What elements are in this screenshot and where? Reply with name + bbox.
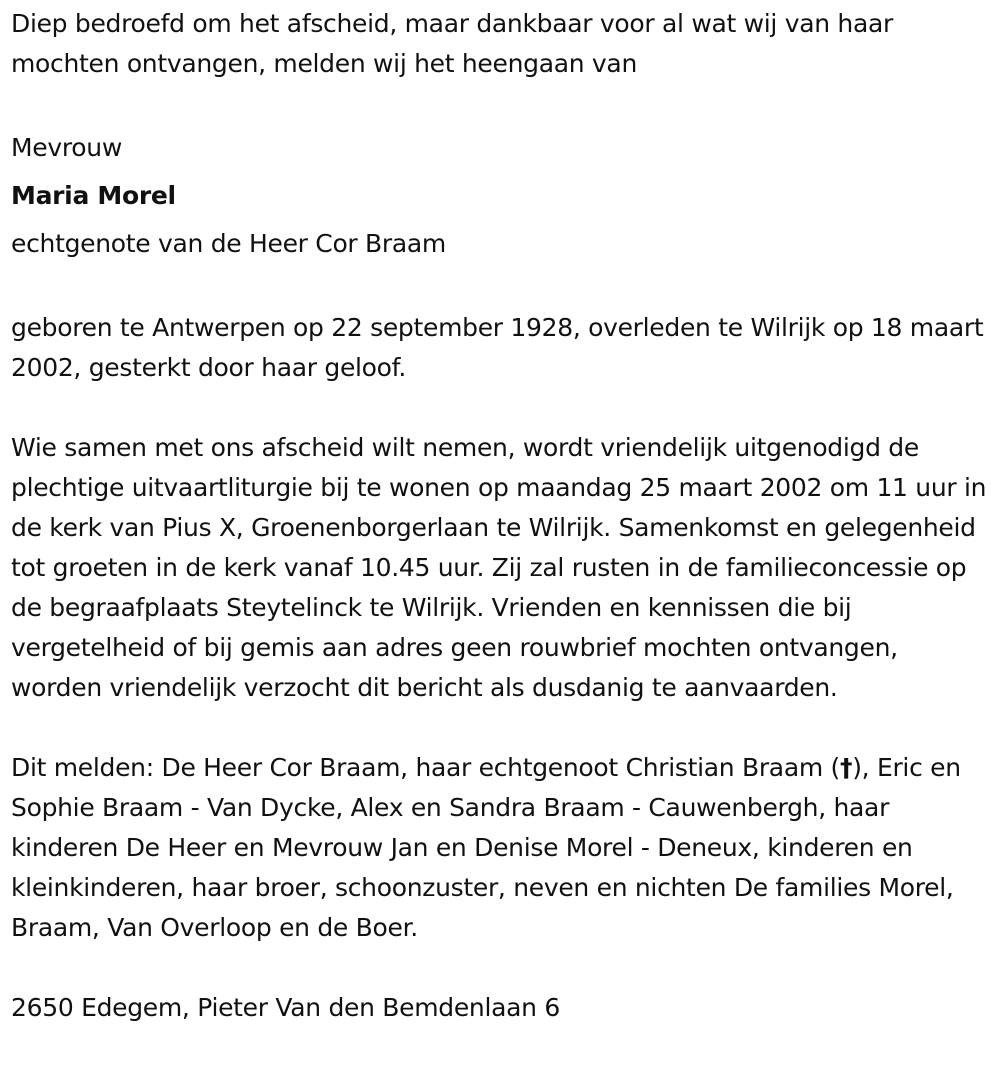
death-announcement — [11, 4, 996, 1028]
deceased-name-text: Maria Morel — [11, 181, 176, 210]
spouse-line: echtgenote van de Heer Cor Braam — [11, 229, 446, 258]
intro-paragraph: Diep bedroefd om het afscheid, maar dankbaar voor al wat wij van haar mochten ontvangen, melden wij het heengaan van — [11, 9, 893, 78]
cross-symbol: † — [840, 753, 853, 782]
family-text-part2: ), Eric en Sophie Braam - Van Dycke, Alex en Sandra Braam - Cauwenbergh, haar kinderen De Heer en Mevrouw Jan en Denise Morel - Deneux, kinderen en kleinkinderen, haar broer, schoonzuster, neven en nichten De families Morel, Braam, Van Overloop en de Boer. — [11, 753, 961, 942]
birth-death-paragraph: geboren te Antwerpen op 22 september 1928, overleden te Wilrijk op 18 maart 2002, gesterkt door haar geloof. — [11, 313, 984, 382]
deceased-name — [11, 172, 996, 220]
address: 2650 Edegem, Pieter Van den Bemdenlaan 6 — [11, 993, 560, 1022]
funeral-details-paragraph: Wie samen met ons afscheid wilt nemen, wordt vriendelijk uitgenodigd de plechtige uitvaartliturgie bij te wonen op maandag 25 maart 2002 om 11 uur in de kerk van Pius X, Groenenborgerlaan te Wilrijk. Samenkomst en gelegenheid tot groeten in de kerk vanaf 10.45 uur. Zij zal rusten in de familieconcessie op de begraafplaats Steytelinck te Wilrijk. Vrienden en kennissen die bij vergetelheid of bij gemis aan adres geen rouwbrief mochten ontvangen, worden vriendelijk verzocht dit bericht als dusdanig te aanvaarden. — [11, 433, 987, 702]
family-paragraph — [11, 748, 996, 948]
honorific: Mevrouw — [11, 133, 122, 162]
family-text-part1: Dit melden: De Heer Cor Braam, haar echtgenoot Christian Braam ( — [11, 753, 840, 782]
